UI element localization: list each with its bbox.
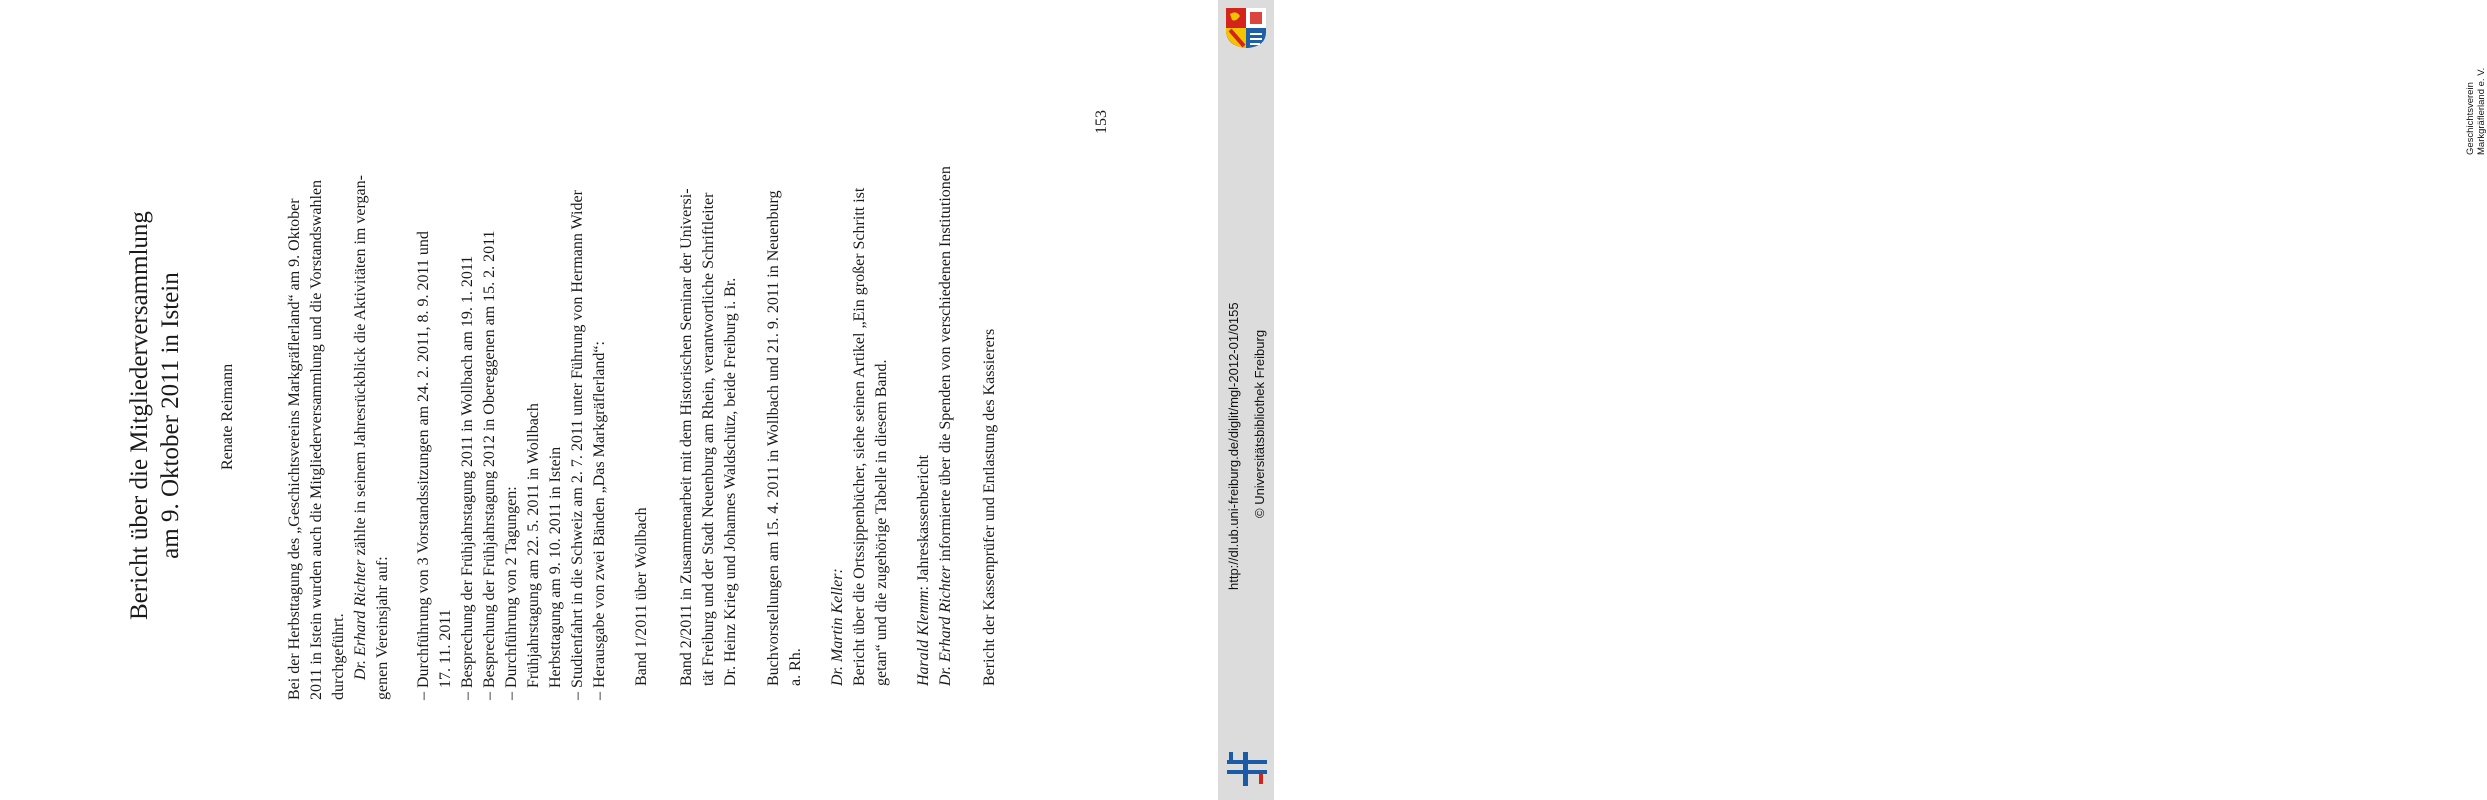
body-line <box>566 190 589 700</box>
body-line <box>456 256 479 700</box>
body-line <box>349 175 372 680</box>
body-line <box>934 166 957 686</box>
body-line <box>870 360 893 686</box>
line-text: : Jahreskassenbericht <box>915 454 932 591</box>
line-text: – Durchführung von 3 Vorstandssitzungen am 24. 2. 2011, 8. 9. 2011 und <box>415 231 432 700</box>
club-name-line-1: Geschichtsverein <box>2465 82 2476 155</box>
line-text: – Herausgabe von zwei Bänden „Das Markgräflerland“: <box>591 341 608 700</box>
body-line <box>371 556 394 700</box>
line-text: Dr. Heinz Krieg und Johannes Waldschütz, beide Freiburg i. Br. <box>722 277 739 686</box>
club-name-line-2: Markgräflerland e. V. <box>2476 67 2487 155</box>
body-line <box>478 230 501 700</box>
page-number: 153 <box>1093 110 1110 134</box>
copyright-notice: © Universitätsbibliothek Freiburg <box>1252 329 1267 518</box>
line-text: – Besprechung der Frühjahrstagung 2011 in Wollbach am 19. 1. 2011 <box>459 255 476 700</box>
body-line <box>500 486 523 700</box>
body-line <box>630 507 653 686</box>
line-text: Bericht über die Ortssippenbücher, siehe seinen Artikel „Ein großer Schritt ist <box>851 187 868 686</box>
page-title <box>124 211 186 620</box>
line-text: 2011 in Istein wurden auch die Mitgliederversammlung und die Vorstandswahlen <box>308 179 325 700</box>
body-line <box>912 455 935 686</box>
title-line-2: am 9. Oktober 2011 in Istein <box>157 272 184 559</box>
body-line <box>762 190 785 686</box>
person-name: Dr. Erhard Richter <box>937 565 954 686</box>
person-name: Dr. Erhard Richter <box>352 559 369 680</box>
body-line <box>848 188 871 686</box>
line-text: Bei der Herbsttagung des „Geschichtsvereins Markgräflerland“ am 9. Oktober <box>286 198 303 700</box>
line-text: genen Vereinsjahr auf: <box>374 556 391 700</box>
line-text: Band 2/2011 in Zusammenarbeit mit dem Historischen Seminar der Universi- <box>678 188 695 686</box>
body-line <box>544 447 567 688</box>
body-line <box>978 329 1001 686</box>
line-text: informierte über die Spenden von verschiedenen Institutionen <box>937 166 954 566</box>
line-text: – Studienfahrt in die Schweiz am 2. 7. 2011 unter Führung von Hermann Wider <box>569 190 586 700</box>
club-crest-icon <box>1224 6 1268 50</box>
ub-freiburg-logo-icon <box>1227 748 1267 788</box>
line-text: Bericht der Kassenprüfer und Entlastung des Kassierers <box>981 328 998 686</box>
body-line <box>588 341 611 700</box>
title-line-1: Bericht über die Mitgliederversammlung <box>126 211 153 620</box>
line-text: – Besprechung der Frühjahrstagung 2012 in Obereggenen am 15. 2. 2011 <box>481 230 498 700</box>
body-line <box>784 648 807 686</box>
line-text: Frühjahrstagung am 22. 5. 2011 in Wollbach <box>525 403 542 688</box>
line-text: getan“ und die zugehörige Tabelle in diesem Band. <box>873 359 890 686</box>
body-line <box>327 613 350 700</box>
body-line <box>697 193 720 687</box>
line-text: Buchvorstellungen am 15. 4. 2011 in Wollbach und 21. 9. 2011 in Neuenburg <box>765 190 782 686</box>
club-name <box>2465 68 2487 155</box>
source-url-link[interactable]: http://dl.ub.uni-freiburg.de/diglit/mgl-2012-01/0155 <box>1226 302 1241 590</box>
body-line <box>283 198 306 700</box>
body-line <box>826 568 849 686</box>
person-name: Dr. Martin Keller: <box>829 568 846 686</box>
body-line <box>719 278 742 686</box>
body-line <box>434 609 457 688</box>
line-text: durchgeführt. <box>330 613 347 700</box>
line-text: a. Rh. <box>787 648 804 686</box>
line-text: Herbsttagung am 9. 10. 2011 in Istein <box>547 446 564 688</box>
author-name: Renate Reimann <box>219 363 236 470</box>
body-line <box>305 180 328 700</box>
line-text: zählte in seinem Jahresrückblick die Aktivitäten im vergan- <box>352 175 369 560</box>
line-text: – Durchführung von 2 Tagungen: <box>503 486 520 700</box>
line-text: 17. 11. 2011 <box>437 609 454 688</box>
body-line <box>522 403 545 688</box>
person-name: Harald Klemm <box>915 590 932 686</box>
body-line <box>412 231 435 700</box>
line-text: Band 1/2011 über Wollbach <box>633 507 650 686</box>
body-line <box>675 188 698 686</box>
line-text: tät Freiburg und der Stadt Neuenburg am Rhein, verantwortliche Schriftleiter <box>700 192 717 686</box>
